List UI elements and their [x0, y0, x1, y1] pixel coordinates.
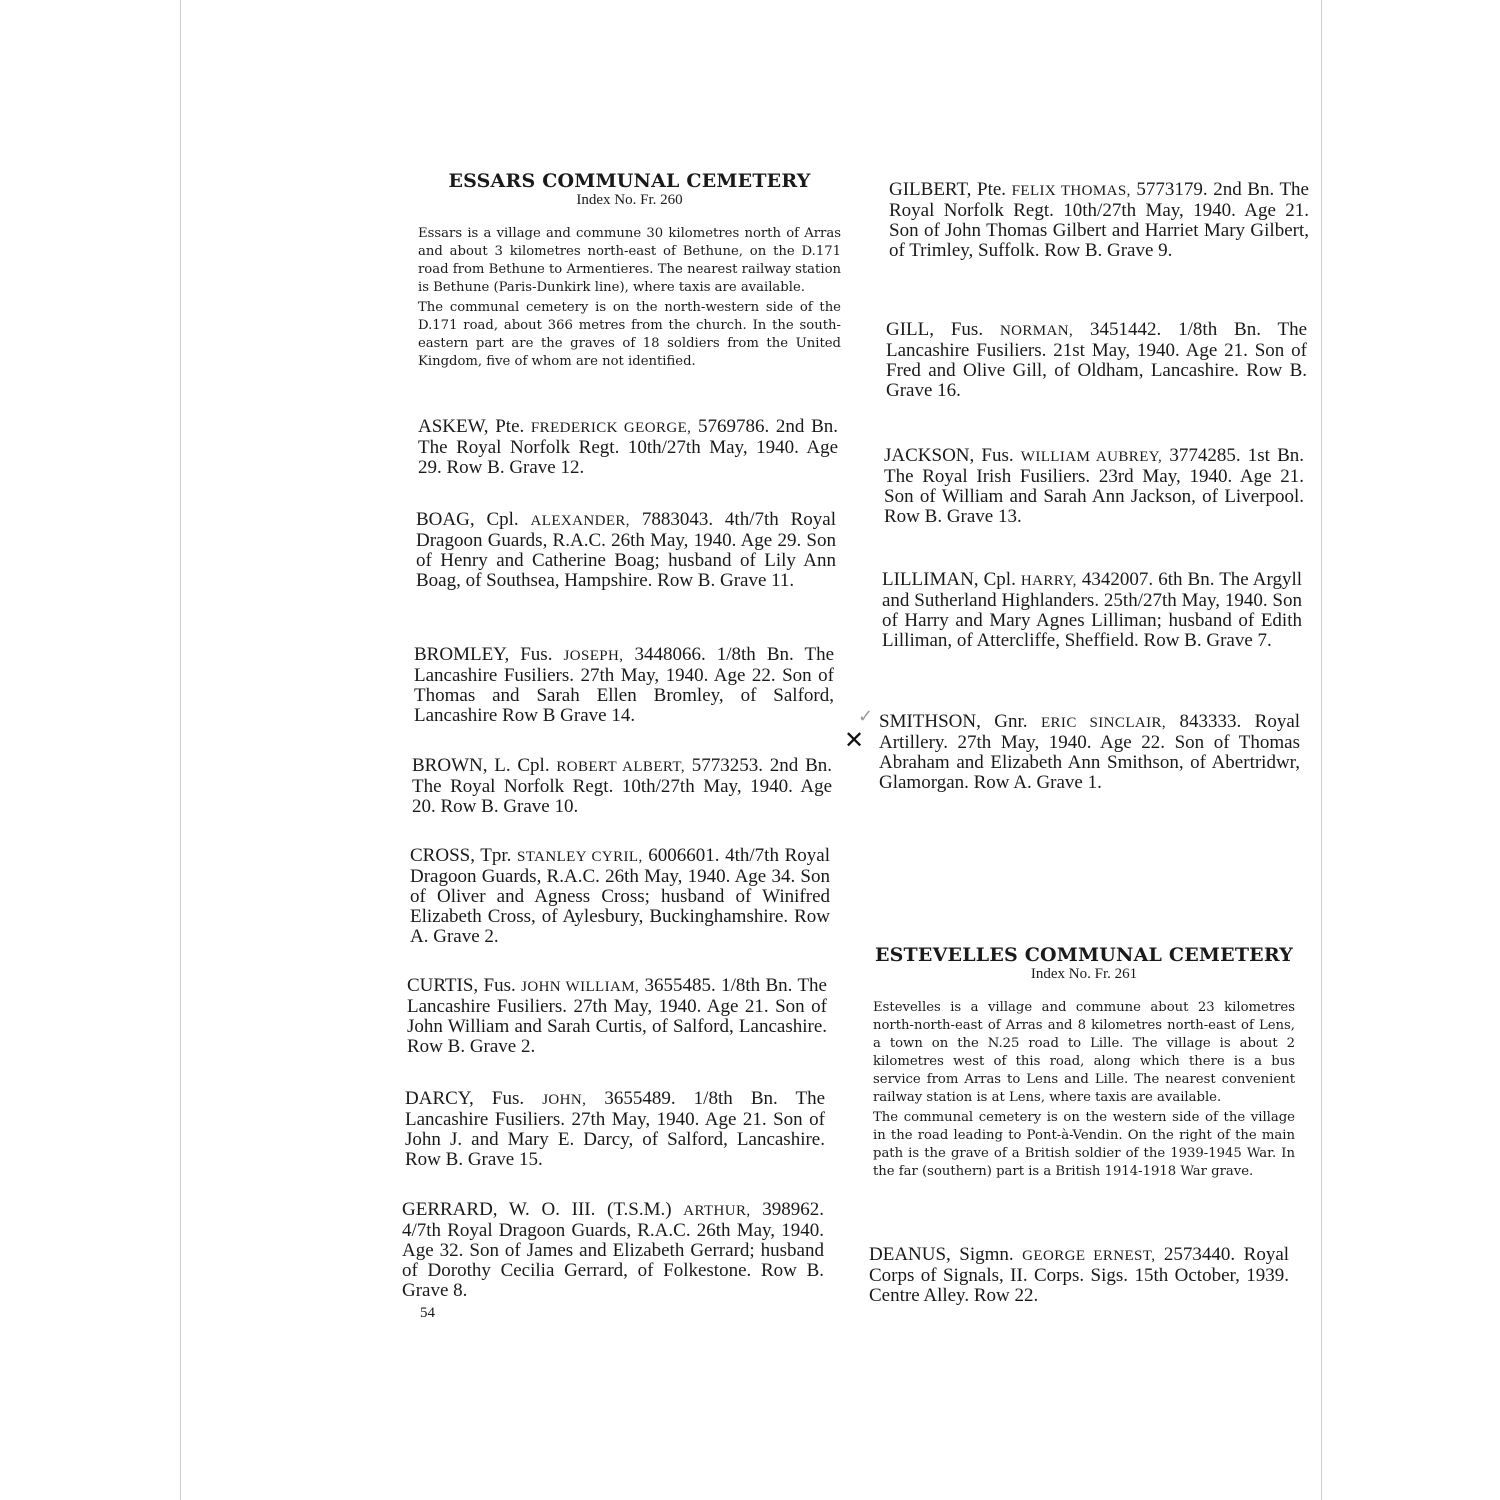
- burial-entry-deanus: DEANUS, Sigmn. GEORGE ERNEST, 2573440. Royal Corps of Signals, II. Corps. Sigs. 15th October, 1939. Centre Alley. Row 22.: [869, 1244, 1290, 1306]
- burial-entry-curtis: CURTIS, Fus. JOHN WILLIAM, 3655485. 1/8th Bn. The Lancashire Fusiliers. 27th May, 1940. Age 21. Son of John William and Sarah Curtis, of Salford, Lancashire. Row B. Grave 2.: [407, 975, 827, 1057]
- burial-entry-askew: ASKEW, Pte. FREDERICK GEORGE, 5769786. 2nd Bn. The Royal Norfolk Regt. 10th/27th May, 1940. Age 29. Row B. Grave 12.: [418, 416, 838, 478]
- cross-mark-icon: ✕: [844, 726, 865, 754]
- burial-entry-bromley: BROMLEY, Fus. JOSEPH, 3448066. 1/8th Bn. The Lancashire Fusiliers. 27th May, 1940. Age 22. Son of Thomas and Sarah Ellen Bromley, of Salford, Lancashire Row B Grave 14.: [414, 644, 835, 726]
- burial-entry-brown: BROWN, L. Cpl. ROBERT ALBERT, 5773253. 2nd Bn. The Royal Norfolk Regt. 10th/27th May, 1940. Age 20. Row B. Grave 10.: [412, 755, 833, 817]
- burial-entry-cross: CROSS, Tpr. STANLEY CYRIL, 6006601. 4th/7th Royal Dragoon Guards, R.A.C. 26th May, 1940. Age 34. Son of Oliver and Agness Cross; husband of Winifred Elizabeth Cross, of Aylesbury, Buckinghamshire. Row A. Grave 2.: [410, 845, 830, 947]
- intro-paragraph: The communal cemetery is on the north-western side of the D.171 road, about 366 metres from the church. In the south-eastern part are the graves of 18 soldiers from the United Kingdom, five of whom are not identified.: [418, 300, 841, 369]
- burial-entry-gilbert: GILBERT, Pte. FELIX THOMAS, 5773179. 2nd Bn. The Royal Norfolk Regt. 10th/27th May, 1940. Age 21. Son of John Thomas Gilbert and Harriet Mary Gilbert, of Trimley, Suffolk. Row B. Grave 9.: [889, 179, 1309, 261]
- burial-entry-darcy: DARCY, Fus. JOHN, 3655489. 1/8th Bn. The Lancashire Fusiliers. 27th May, 1940. Age 21. Son of John J. and Mary E. Darcy, of Salford, Lancashire. Row B. Grave 15.: [405, 1088, 826, 1170]
- section-heading-estevelles: ESTEVELLES COMMUNAL CEMETERY: [874, 944, 1294, 966]
- burial-entry-gill: GILL, Fus. NORMAN, 3451442. 1/8th Bn. The Lancashire Fusiliers. 21st May, 1940. Age 21. Son of Fred and Olive Gill, of Oldham, Lancashire. Row B. Grave 16.: [886, 319, 1308, 401]
- burial-entry-smithson: SMITHSON, Gnr. ERIC SINCLAIR, 843333. Royal Artillery. 27th May, 1940. Age 22. Son of Thomas Abraham and Elizabeth Ann Smithson, of Abertridwr, Glamorgan. Row A. Grave 1.: [879, 711, 1301, 793]
- index-number-essars: Index No. Fr. 260: [576, 192, 683, 208]
- burial-entry-lilliman: LILLIMAN, Cpl. HARRY, 4342007. 6th Bn. The Argyll and Sutherland Highlanders. 25th/27th May, 1940. Son of Harry and Mary Agnes Lilliman; husband of Edith Lilliman, of Attercliffe, Sheffield. Row B. Grave 7.: [882, 569, 1303, 651]
- section-heading-essars: ESSARS COMMUNAL CEMETERY: [448, 170, 811, 192]
- pencil-check-icon: ✓: [858, 706, 874, 727]
- burial-entry-boag: BOAG, Cpl. ALEXANDER, 7883043. 4th/7th Royal Dragoon Guards, R.A.C. 26th May, 1940. Age 29. Son of Henry and Catherine Boag; husband of Lily Ann Boag, of Southsea, Hampshire. Row B. Grave 11.: [416, 509, 837, 591]
- index-number-estevelles: Index No. Fr. 261: [1030, 966, 1138, 982]
- estevelles-section: [873, 944, 1295, 1183]
- burial-entry-gerrard: GERRARD, W. O. III. (T.S.M.) ARTHUR, 398962. 4/7th Royal Dragoon Guards, R.A.C. 26th May, 1940. Age 32. Son of James and Elizabeth Gerrard; husband of Dorothy Cecilia Gerrard, of Folkestone. Row B. Grave 8.: [402, 1199, 824, 1301]
- intro-paragraph: The communal cemetery is on the western side of the village in the road leading to Pont-à-Vendin. On the right of the main path is the grave of a British soldier of the 1939-1945 War. In the far (southern) part is a British 1914-1918 War grave.: [873, 1110, 1295, 1179]
- burial-entry-jackson: JACKSON, Fus. WILLIAM AUBREY, 3774285. 1st Bn. The Royal Irish Fusiliers. 23rd May, 1940. Age 21. Son of William and Sarah Ann Jackson, of Liverpool. Row B. Grave 13.: [884, 445, 1304, 527]
- left-column: [418, 170, 841, 373]
- page-number: 54: [420, 1305, 435, 1321]
- intro-paragraph: Essars is a village and commune 30 kilometres north of Arras and about 3 kilometres north-east of Bethune, on the D.171 road from Bethune to Armentieres. The nearest railway station is Bethune (Paris-Dunkirk line), where taxis are available.: [418, 226, 841, 295]
- intro-paragraph: Estevelles is a village and commune about 23 kilometres north-north-east of Arras and 8 kilometres north-east of Lens, a town on the N.25 road to Lille. The village is about 2 kilometres west of this road, along which there is a bus service from Arras to Lens and Lille. The nearest convenient railway station is at Lens, where taxis are available.: [873, 1000, 1295, 1105]
